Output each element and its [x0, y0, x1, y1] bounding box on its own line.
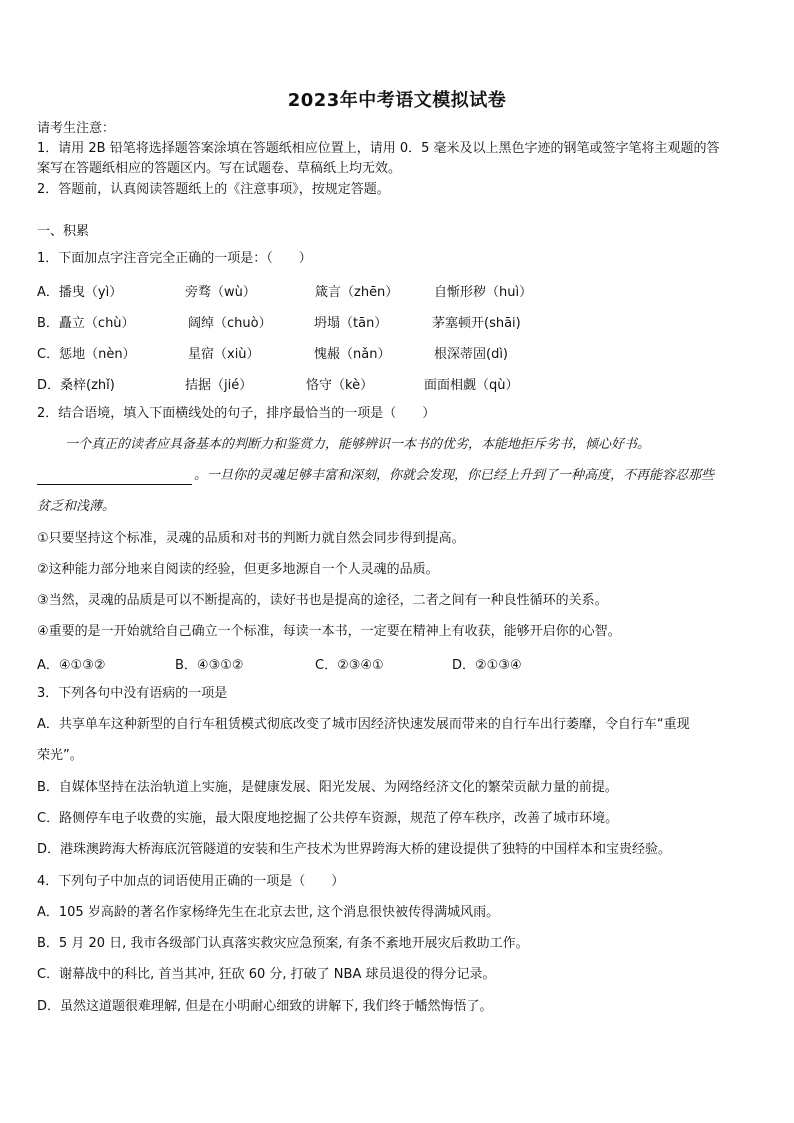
question-4-option-a: A．105 岁高龄的著名作家杨绛先生在北京去世, 这个消息很快被传得满城风雨。	[37, 905, 500, 920]
option-cell: 自惭形秽（huì）	[434, 285, 533, 300]
option-cell: A．播曳（yì）	[37, 285, 123, 300]
sentence-4: ④重要的是一开始就给自己确立一个标准，每读一本书，一定要在精神上有收获，能够开启你的心智。	[37, 624, 621, 639]
option-b: B．④③①②	[175, 658, 244, 673]
question-4-option-c: C．谢幕战中的科比, 首当其冲, 狂砍 60 分, 打破了 NBA 球员退役的得分记录。	[37, 967, 496, 982]
question-3-option-b: B．自媒体坚持在法治轨道上实施，是健康发展、阳光发展、为网络经济文化的繁荣贡献力量的前提。	[37, 780, 618, 795]
question-2-passage: 一个真正的读者应具备基本的判断力和鉴赏力，能够辨识一本书的优劣，本能地拒斥劣书，倾心好书。	[65, 437, 651, 452]
question-2-stem: 2．结合语境，填入下面横线处的句子，排序最恰当的一项是（ ）	[37, 406, 436, 421]
question-1-option-d	[37, 374, 757, 392]
option-cell: 愧赧（nǎn）	[314, 347, 391, 362]
question-1-option-b	[37, 312, 757, 330]
option-a: A．④①③②	[37, 658, 106, 673]
option-cell: D．桑梓(zhǐ)	[37, 378, 115, 393]
option-cell: 根深蒂固(dì)	[434, 347, 509, 362]
option-cell: 旁骛（wù）	[185, 285, 256, 300]
question-1-stem: 1．下面加点字注音完全正确的一项是：（ ）	[37, 251, 312, 266]
passage-text: 。一旦你的灵魂足够丰富和深刻，你就会发现，你已经上升到了一种高度，不再能容忍那些	[194, 468, 715, 483]
notice-heading: 请考生注意：	[37, 121, 116, 136]
question-3-option-a-cont: 荣光”。	[37, 748, 83, 763]
question-1-option-a	[37, 281, 757, 299]
option-cell: B．矗立（chù）	[37, 316, 135, 331]
question-3-option-c: C．路侧停车电子收费的实施，最大限度地挖掘了公共停车资源，规范了停车秩序，改善了城市环境。	[37, 811, 619, 826]
question-1-option-c	[37, 343, 757, 361]
option-cell: 面面相觑（qù）	[424, 378, 519, 393]
option-cell: 拮据（jié）	[185, 378, 253, 393]
notice-item-1-cont: 案写在答题纸相应的答题区内。写在试题卷、草稿纸上均无效。	[37, 161, 402, 176]
section-heading: 一、积累	[37, 224, 90, 239]
sentence-3: ③当然，灵魂的品质是可以不断提高的，读好书也是提高的途径，二者之间有一种良性循环的关系。	[37, 593, 608, 608]
question-4-option-b: B．5 月 20 日, 我市各级部门认真落实救灾应急预案, 有条不紊地开展灾后救助工作。	[37, 936, 529, 951]
option-cell: 恪守（kè）	[306, 378, 374, 393]
question-4-option-d: D．虽然这道题很难理解, 但是在小明耐心细致的讲解下, 我们终于幡然悔悟了。	[37, 999, 493, 1014]
notice-item-2: 2．答题前，认真阅读答题纸上的《注意事项》，按规定答题。	[37, 182, 390, 197]
sentence-2: ②这种能力部分地来自阅读的经验，但更多地源自一个人灵魂的品质。	[37, 562, 439, 577]
page-title: 2023年中考语文模拟试卷	[287, 90, 507, 111]
question-4-stem: 4．下列句子中加点的词语使用正确的一项是（ ）	[37, 874, 345, 889]
option-cell: 阔绰（chuò）	[188, 316, 272, 331]
question-3-option-d: D．港珠澳跨海大桥海底沉管隧道的安装和生产技术为世界跨海大桥的建设提供了独特的中国样本和宝贵经验。	[37, 842, 672, 857]
answer-blank	[37, 470, 192, 485]
question-2-passage-end: 贫乏和浅薄。	[37, 499, 116, 514]
question-2-passage-cont	[37, 467, 757, 485]
option-cell: C．惩地（nèn）	[37, 347, 136, 362]
notice-item-1: 1．请用 2B 铅笔将选择题答案涂填在答题纸相应位置上，请用 0．5 毫米及以上黑色字迹的钢笔或签字笔将主观题的答	[37, 141, 720, 156]
option-cell: 坍塌（tān）	[314, 316, 388, 331]
question-3-option-a: A．共享单车这种新型的自行车租赁模式彻底改变了城市因经济快速发展而带来的自行车出行萎靡，令自行车“重现	[37, 717, 690, 732]
option-cell: 星宿（xiù）	[188, 347, 260, 362]
option-d: D．②①③④	[452, 658, 522, 673]
question-3-stem: 3．下列各句中没有语病的一项是	[37, 686, 228, 701]
option-cell: 茅塞顿开(shāi)	[432, 316, 521, 331]
question-2-options	[37, 654, 757, 672]
option-c: C．②③④①	[315, 658, 384, 673]
option-cell: 箴言（zhēn）	[315, 285, 399, 300]
sentence-1: ①只要坚持这个标准，灵魂的品质和对书的判断力就自然会同步得到提高。	[37, 531, 465, 546]
